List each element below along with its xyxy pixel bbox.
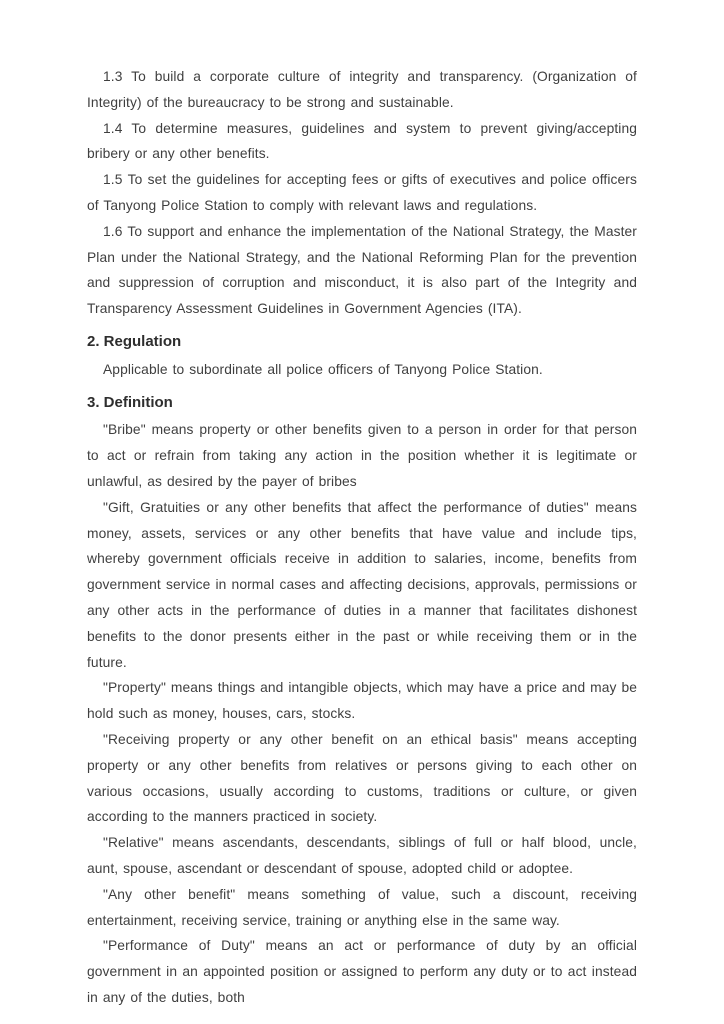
section-heading: 2. Regulation — [87, 332, 182, 350]
paragraph: Applicable to subordinate all police officers of Tanyong Police Station. — [103, 361, 543, 377]
paragraph: "Gift, Gratuities or any other benefits that affect the performance of duties" means money, assets, services or any other benefits that have value and include tips, whereby government officials receive in addition to salaries, income, benefits from government service in normal cases and affecting decisions, approvals, permissions or any other acts in the performance of duties in a manner that facilitates dishonest benefits to the donor presents either in the past or while receiving them or in the future. — [87, 499, 637, 670]
paragraph: "Receiving property or any other benefit on an ethical basis" means accepting property or any other benefits from relatives or persons giving to each other on various occasions, usually according to customs, traditions or culture, or given according to the manners practiced in society. — [87, 731, 637, 825]
paragraph: "Performance of Duty" means an act or performance of duty by an official government in an appointed position or assigned to perform any duty or to act instead in any of the duties, both — [87, 938, 637, 1005]
document-body — [87, 64, 637, 1011]
paragraph: 1.5 To set the guidelines for accepting fees or gifts of executives and police officers of Tanyong Police Station to comply with relevant laws and regulations. — [87, 172, 637, 213]
paragraph: 1.6 To support and enhance the implementation of the National Strategy, the Master Plan under the National Strategy, and the National Reforming Plan for the prevention and suppression of corruption and misconduct, it is also part of the Integrity and Transparency Assessment Guidelines in Government Agencies (ITA). — [87, 223, 637, 317]
section-heading: 3. Definition — [87, 393, 173, 411]
paragraph: "Bribe" means property or other benefits given to a person in order for that person to act or refrain from taking any action in the position whether it is legitimate or unlawful, as desired by the payer of bribes — [87, 422, 637, 489]
paragraph: "Relative" means ascendants, descendants, siblings of full or half blood, uncle, aunt, spouse, ascendant or descendant of spouse, adopted child or adoptee. — [87, 835, 637, 876]
paragraph: 1.3 To build a corporate culture of integrity and transparency. (Organization of Integrity) of the bureaucracy to be strong and sustainable. — [87, 69, 637, 110]
paragraph: "Property" means things and intangible objects, which may have a price and may be hold such as money, houses, cars, stocks. — [87, 680, 637, 722]
paragraph: "Any other benefit" means something of value, such a discount, receiving entertainment, receiving service, training or anything else in the same way. — [87, 886, 637, 928]
paragraph: 1.4 To determine measures, guidelines and system to prevent giving/accepting bribery or any other benefits. — [87, 120, 637, 162]
